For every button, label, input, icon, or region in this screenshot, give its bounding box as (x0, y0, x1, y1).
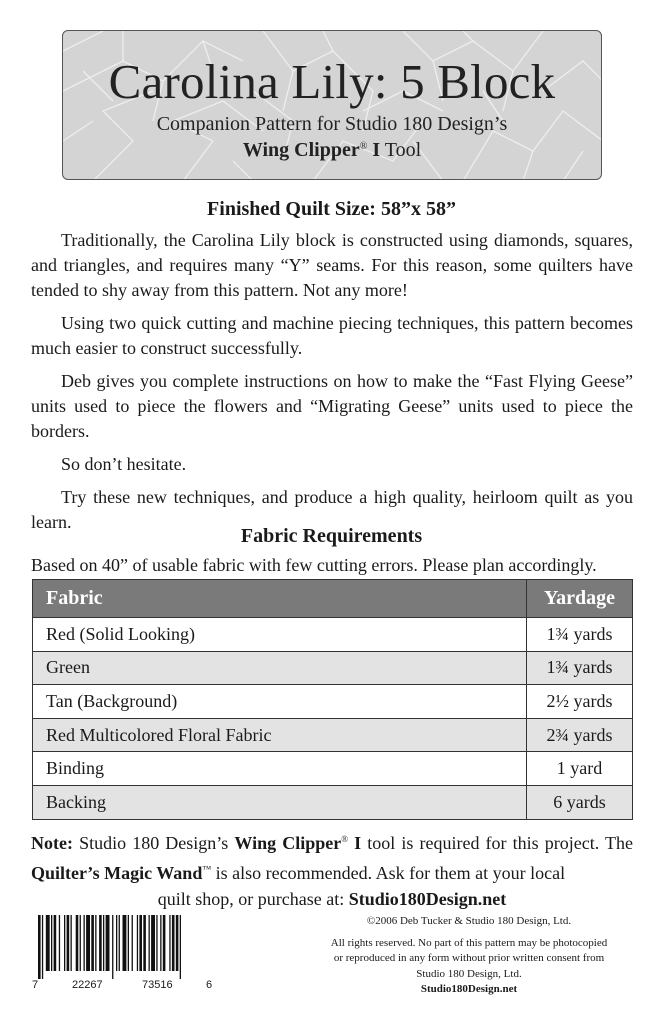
fabric-cell: Tan (Background) (33, 685, 527, 719)
fabric-cell: Red Multicolored Floral Fabric (33, 718, 527, 752)
barcode-bar (42, 915, 43, 979)
trademark-mark: ™ (202, 864, 212, 874)
copyright-block (300, 914, 638, 998)
barcode-bar (80, 915, 81, 971)
yardage-cell: 1 yard (527, 752, 633, 786)
barcode-bar (103, 915, 104, 971)
tool-word: Tool (380, 139, 422, 161)
barcode-bar (67, 915, 70, 971)
barcode-bars (30, 915, 216, 979)
barcode-bar (151, 915, 155, 971)
note-label: Note: (31, 833, 73, 853)
title-banner (62, 30, 602, 180)
note-website: Studio180Design.net (348, 889, 507, 909)
note-text: is also recommended. Ask for them at your local (211, 863, 566, 883)
barcode-bar (38, 915, 41, 979)
copyright-line: ©2006 Deb Tucker & Studio 180 Design, Ltd. (366, 915, 572, 927)
rights-line: Studio 180 Design, Ltd. (416, 967, 522, 980)
tool-line (63, 139, 601, 162)
note-text: tool is required for this project. The (361, 833, 633, 853)
yardage-cell: 6 yards (527, 785, 633, 819)
tool-suffix: I (367, 139, 381, 161)
barcode-bar (169, 915, 170, 971)
paragraph: Try these new techniques, and produce a high quality, heirloom quilt as you learn. (31, 487, 633, 532)
barcode-bar (95, 915, 96, 971)
yardage-cell: 1¾ yards (527, 651, 633, 685)
barcode-bar (123, 915, 127, 971)
barcode-bar (163, 915, 166, 971)
note-text: quilt shop, or purchase at: (157, 889, 349, 909)
column-header-yardage: Yardage (527, 580, 633, 618)
table-row (33, 618, 633, 652)
note-tool-suffix: I (348, 833, 362, 853)
fabric-cell: Red (Solid Looking) (33, 618, 527, 652)
description (31, 228, 633, 543)
note-tool-name: Wing Clipper (234, 833, 342, 853)
finished-size-heading: Finished Quilt Size: 58”x 58” (207, 198, 456, 220)
barcode-bar (64, 915, 65, 971)
fabric-note: Based on 40” of usable fabric with few cutting errors. Please plan accordingly. (31, 555, 597, 575)
barcode-digits (30, 979, 216, 993)
yardage-cell: 2¾ yards (527, 718, 633, 752)
upc-barcode (30, 915, 216, 993)
barcode-bar (46, 915, 50, 971)
rights-line: or reproduced in any form without prior written consent from (333, 952, 605, 964)
fabric-cell: Binding (33, 752, 527, 786)
registered-mark: ® (341, 834, 349, 844)
fabric-requirements-heading: Fabric Requirements (240, 525, 423, 547)
barcode-bar (128, 915, 129, 971)
barcode-bar (112, 915, 113, 979)
yardage-cell: 1¾ yards (527, 618, 633, 652)
fabric-cell: Green (33, 651, 527, 685)
barcode-bar (172, 915, 175, 971)
barcode-bar (91, 915, 94, 971)
table-row (33, 685, 633, 719)
table-row (33, 785, 633, 819)
barcode-group-right: 73516 (142, 979, 173, 991)
footer-website: Studio180Design.net (420, 983, 518, 995)
note-wand-name: Quilter’s Magic Wand (31, 863, 203, 883)
barcode-bar (156, 915, 157, 971)
fabric-cell: Backing (33, 785, 527, 819)
table-row (33, 651, 633, 685)
barcode-bar (119, 915, 120, 971)
rights-line: All rights reserved. No part of this pattern may be photocopied (330, 936, 608, 949)
paragraph: Deb gives you complete instructions on how to make the “Fast Flying Geese” units used to piece the flowers and “Migrating Geese” units used to piece the borders. (31, 371, 633, 441)
barcode-bar (149, 915, 150, 971)
barcode-bar (137, 915, 138, 971)
registered-mark: ® (359, 141, 368, 152)
paragraph: Traditionally, the Carolina Lily block is constructed using diamonds, squares, and triangles, and requires many “Y” seams. For this reason, some quilters have tended to shy away from this pattern. Not any more! (31, 230, 633, 300)
barcode-bar (86, 915, 90, 971)
yardage-cell: 2½ yards (527, 685, 633, 719)
note-text: Studio 180 Design’s (72, 833, 235, 853)
table-row (33, 718, 633, 752)
barcode-bar (54, 915, 57, 971)
barcode-bar (143, 915, 146, 971)
barcode-bar (99, 915, 102, 971)
barcode-bar (132, 915, 133, 971)
barcode-group-left: 22267 (72, 979, 103, 991)
pattern-title: Carolina Lily: 5 Block (108, 54, 556, 109)
barcode-bar (106, 915, 110, 971)
barcode-bar (59, 915, 60, 971)
barcode-bar (160, 915, 161, 971)
fabric-table (32, 579, 633, 820)
table-row (33, 752, 633, 786)
barcode-bar (139, 915, 142, 971)
barcode-bar (116, 915, 117, 971)
paragraph: So don’t hesitate. (61, 454, 187, 474)
barcode-digit-last: 6 (206, 979, 213, 991)
note-paragraph (31, 826, 633, 912)
barcode-bar (51, 915, 52, 971)
note-last-line (31, 886, 633, 912)
barcode-bar (180, 915, 181, 979)
barcode-bar (176, 915, 179, 971)
tool-name: Wing Clipper (242, 139, 360, 161)
barcode-bar (76, 915, 79, 971)
paragraph: Using two quick cutting and machine piecing techniques, this pattern becomes much easier to construct successfully. (31, 313, 633, 358)
barcode-digit-first: 7 (32, 979, 39, 991)
column-header-fabric: Fabric (33, 580, 527, 618)
subtitle-line: Companion Pattern for Studio 180 Design’s (156, 113, 508, 135)
table-header-row (33, 580, 633, 618)
barcode-bar (84, 915, 85, 971)
barcode-bar (71, 915, 72, 971)
